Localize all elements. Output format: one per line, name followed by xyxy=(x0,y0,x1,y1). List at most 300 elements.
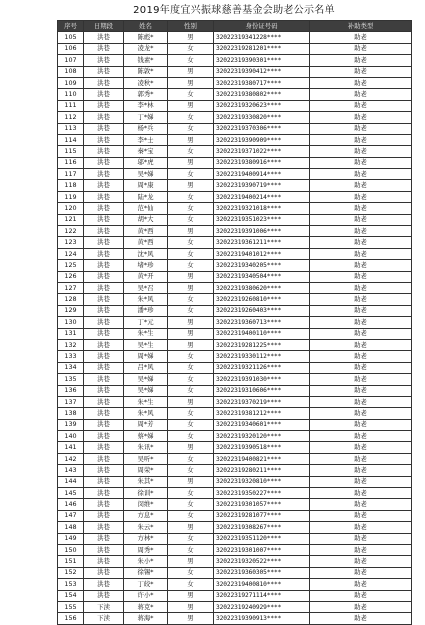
cell-area: 洪巷 xyxy=(84,556,124,567)
cell-name: 凌龙* xyxy=(124,43,168,54)
table-row xyxy=(58,476,412,487)
cell-index: 134 xyxy=(58,362,84,373)
cell-subsidy-type: 助老 xyxy=(310,317,412,328)
cell-area: 洪巷 xyxy=(84,442,124,453)
cell-subsidy-type: 助老 xyxy=(310,385,412,396)
cell-area: 洪巷 xyxy=(84,237,124,248)
cell-index: 131 xyxy=(58,328,84,339)
cell-id-number: 32022319371022**** xyxy=(214,146,310,157)
cell-gender: 女 xyxy=(168,146,214,157)
cell-name: 朱*风 xyxy=(124,294,168,305)
cell-id-number: 32022319390301**** xyxy=(214,55,310,66)
table-row xyxy=(58,123,412,134)
cell-subsidy-type: 助老 xyxy=(310,146,412,157)
cell-name: 钱素* xyxy=(124,55,168,66)
cell-name: 范*仙 xyxy=(124,203,168,214)
cell-id-number: 32022319360713**** xyxy=(214,317,310,328)
cell-index: 130 xyxy=(58,317,84,328)
cell-area: 洪巷 xyxy=(84,488,124,499)
cell-name: 凌秋* xyxy=(124,77,168,88)
cell-name: 李*林 xyxy=(124,100,168,111)
cell-area: 洪巷 xyxy=(84,590,124,601)
cell-id-number: 32022319320623**** xyxy=(214,100,310,111)
cell-gender: 女 xyxy=(168,294,214,305)
cell-area: 洪巷 xyxy=(84,191,124,202)
cell-id-number: 32022319281225**** xyxy=(214,339,310,350)
cell-id-number: 32022319400214**** xyxy=(214,191,310,202)
cell-index: 117 xyxy=(58,169,84,180)
cell-area: 洪巷 xyxy=(84,317,124,328)
table-row xyxy=(58,191,412,202)
cell-subsidy-type: 助老 xyxy=(310,328,412,339)
cell-name: 方息* xyxy=(124,510,168,521)
cell-gender: 女 xyxy=(168,408,214,419)
cell-gender: 女 xyxy=(168,237,214,248)
cell-index: 155 xyxy=(58,601,84,612)
cell-gender: 女 xyxy=(168,351,214,362)
cell-area: 洪巷 xyxy=(84,32,124,43)
table-row xyxy=(58,294,412,305)
cell-gender: 女 xyxy=(168,419,214,430)
cell-index: 123 xyxy=(58,237,84,248)
cell-gender: 女 xyxy=(168,374,214,385)
cell-id-number: 32022319401012**** xyxy=(214,248,310,259)
table-row xyxy=(58,317,412,328)
cell-id-number: 32022319391030**** xyxy=(214,374,310,385)
table-row xyxy=(58,248,412,259)
cell-gender: 女 xyxy=(168,488,214,499)
cell-name: 方林* xyxy=(124,533,168,544)
table-row xyxy=(58,465,412,476)
cell-subsidy-type: 助老 xyxy=(310,66,412,77)
column-header-subsidy-type: 补助类型 xyxy=(310,21,412,32)
cell-index: 105 xyxy=(58,32,84,43)
cell-area: 洪巷 xyxy=(84,408,124,419)
cell-index: 146 xyxy=(58,499,84,510)
table-header-row xyxy=(58,21,412,32)
cell-subsidy-type: 助老 xyxy=(310,374,412,385)
cell-name: 丁*元 xyxy=(124,317,168,328)
cell-subsidy-type: 助老 xyxy=(310,282,412,293)
cell-subsidy-type: 助老 xyxy=(310,294,412,305)
cell-subsidy-type: 助老 xyxy=(310,442,412,453)
cell-area: 洪巷 xyxy=(84,339,124,350)
cell-id-number: 32022319340504**** xyxy=(214,271,310,282)
cell-gender: 女 xyxy=(168,260,214,271)
cell-id-number: 32022319301057**** xyxy=(214,499,310,510)
cell-id-number: 32022319390518**** xyxy=(214,442,310,453)
cell-id-number: 32022319320810**** xyxy=(214,476,310,487)
cell-subsidy-type: 助老 xyxy=(310,522,412,533)
cell-subsidy-type: 助老 xyxy=(310,271,412,282)
cell-area: 洪巷 xyxy=(84,134,124,145)
cell-gender: 男 xyxy=(168,282,214,293)
cell-index: 127 xyxy=(58,282,84,293)
cell-subsidy-type: 助老 xyxy=(310,248,412,259)
cell-subsidy-type: 助老 xyxy=(310,191,412,202)
cell-area: 洪巷 xyxy=(84,396,124,407)
cell-name: 徐锡* xyxy=(124,567,168,578)
cell-subsidy-type: 助老 xyxy=(310,180,412,191)
cell-name: 蒋海* xyxy=(124,613,168,624)
cell-subsidy-type: 助老 xyxy=(310,556,412,567)
cell-index: 154 xyxy=(58,590,84,601)
cell-area: 洪巷 xyxy=(84,282,124,293)
cell-index: 126 xyxy=(58,271,84,282)
table-row xyxy=(58,89,412,100)
cell-index: 124 xyxy=(58,248,84,259)
cell-subsidy-type: 助老 xyxy=(310,134,412,145)
cell-id-number: 32022319390913**** xyxy=(214,613,310,624)
cell-subsidy-type: 助老 xyxy=(310,567,412,578)
cell-subsidy-type: 助老 xyxy=(310,590,412,601)
cell-index: 118 xyxy=(58,180,84,191)
cell-subsidy-type: 助老 xyxy=(310,32,412,43)
cell-id-number: 32022319370219**** xyxy=(214,396,310,407)
table-body xyxy=(58,32,412,624)
cell-area: 洪巷 xyxy=(84,465,124,476)
cell-gender: 男 xyxy=(168,157,214,168)
cell-name: 黄*西 xyxy=(124,237,168,248)
table-row xyxy=(58,169,412,180)
cell-gender: 女 xyxy=(168,385,214,396)
cell-gender: 女 xyxy=(168,214,214,225)
cell-gender: 女 xyxy=(168,191,214,202)
cell-index: 137 xyxy=(58,396,84,407)
cell-area: 洪巷 xyxy=(84,100,124,111)
table-row xyxy=(58,510,412,521)
cell-index: 111 xyxy=(58,100,84,111)
cell-id-number: 32022319320120**** xyxy=(214,431,310,442)
table-row xyxy=(58,613,412,624)
cell-area: 洪巷 xyxy=(84,579,124,590)
cell-gender: 男 xyxy=(168,339,214,350)
cell-gender: 女 xyxy=(168,544,214,555)
cell-id-number: 32022319341228**** xyxy=(214,32,310,43)
cell-gender: 男 xyxy=(168,180,214,191)
cell-name: 周*娣 xyxy=(124,351,168,362)
cell-id-number: 32022319340205**** xyxy=(214,260,310,271)
cell-index: 144 xyxy=(58,476,84,487)
cell-area: 洪巷 xyxy=(84,351,124,362)
table-row xyxy=(58,396,412,407)
cell-area: 洪巷 xyxy=(84,180,124,191)
table-row xyxy=(58,271,412,282)
cell-index: 140 xyxy=(58,431,84,442)
cell-index: 135 xyxy=(58,374,84,385)
cell-gender: 女 xyxy=(168,123,214,134)
cell-gender: 女 xyxy=(168,362,214,373)
cell-index: 132 xyxy=(58,339,84,350)
cell-id-number: 32022319271114**** xyxy=(214,590,310,601)
cell-name: 沈*风 xyxy=(124,248,168,259)
cell-index: 113 xyxy=(58,123,84,134)
cell-area: 洪巷 xyxy=(84,385,124,396)
column-header-gender: 性别 xyxy=(168,21,214,32)
cell-subsidy-type: 助老 xyxy=(310,613,412,624)
table-row xyxy=(58,32,412,43)
cell-index: 153 xyxy=(58,579,84,590)
cell-name: 吴*生 xyxy=(124,339,168,350)
cell-area: 洪巷 xyxy=(84,112,124,123)
cell-area: 洪巷 xyxy=(84,146,124,157)
cell-name: 吕*风 xyxy=(124,362,168,373)
column-header-area: 日期段 xyxy=(84,21,124,32)
cell-area: 洪巷 xyxy=(84,510,124,521)
table-row xyxy=(58,567,412,578)
cell-subsidy-type: 助老 xyxy=(310,488,412,499)
table-row xyxy=(58,556,412,567)
table-row xyxy=(58,55,412,66)
table-row xyxy=(58,328,412,339)
table-row xyxy=(58,351,412,362)
cell-subsidy-type: 助老 xyxy=(310,419,412,430)
cell-subsidy-type: 助老 xyxy=(310,362,412,373)
cell-subsidy-type: 助老 xyxy=(310,100,412,111)
cell-name: 黄*西 xyxy=(124,226,168,237)
table-row xyxy=(58,66,412,77)
cell-subsidy-type: 助老 xyxy=(310,77,412,88)
table-row xyxy=(58,134,412,145)
cell-index: 133 xyxy=(58,351,84,362)
table-row xyxy=(58,419,412,430)
cell-index: 120 xyxy=(58,203,84,214)
cell-subsidy-type: 助老 xyxy=(310,339,412,350)
cell-name: 吴*娣 xyxy=(124,374,168,385)
cell-name: 许小* xyxy=(124,590,168,601)
cell-area: 洪巷 xyxy=(84,157,124,168)
cell-index: 145 xyxy=(58,488,84,499)
cell-gender: 男 xyxy=(168,476,214,487)
cell-index: 119 xyxy=(58,191,84,202)
cell-id-number: 32022319360305**** xyxy=(214,567,310,578)
cell-id-number: 32022319350227**** xyxy=(214,488,310,499)
cell-gender: 女 xyxy=(168,453,214,464)
cell-area: 洪巷 xyxy=(84,89,124,100)
cell-subsidy-type: 助老 xyxy=(310,499,412,510)
cell-gender: 男 xyxy=(168,32,214,43)
cell-id-number: 32022319330112**** xyxy=(214,351,310,362)
cell-id-number: 32022319370306**** xyxy=(214,123,310,134)
cell-area: 洪巷 xyxy=(84,271,124,282)
cell-index: 109 xyxy=(58,77,84,88)
cell-id-number: 32022319390719**** xyxy=(214,180,310,191)
cell-name: 杨*兵 xyxy=(124,123,168,134)
cell-subsidy-type: 助老 xyxy=(310,203,412,214)
cell-area: 洪巷 xyxy=(84,77,124,88)
cell-id-number: 32022319390909**** xyxy=(214,134,310,145)
cell-area: 洪巷 xyxy=(84,533,124,544)
cell-area: 下渎 xyxy=(84,613,124,624)
cell-id-number: 32022319321126**** xyxy=(214,362,310,373)
cell-subsidy-type: 助老 xyxy=(310,601,412,612)
cell-index: 115 xyxy=(58,146,84,157)
cell-name: 周秀* xyxy=(124,544,168,555)
cell-gender: 女 xyxy=(168,431,214,442)
cell-id-number: 32022319260403**** xyxy=(214,305,310,316)
cell-id-number: 32022319400110**** xyxy=(214,328,310,339)
cell-area: 洪巷 xyxy=(84,214,124,225)
cell-id-number: 32022319380916**** xyxy=(214,157,310,168)
cell-id-number: 32022319390412**** xyxy=(214,66,310,77)
cell-subsidy-type: 助老 xyxy=(310,214,412,225)
column-header-name: 姓名 xyxy=(124,21,168,32)
cell-name: 丁*娣 xyxy=(124,112,168,123)
cell-index: 121 xyxy=(58,214,84,225)
cell-index: 116 xyxy=(58,157,84,168)
cell-subsidy-type: 助老 xyxy=(310,226,412,237)
cell-name: 蒋克* xyxy=(124,601,168,612)
cell-subsidy-type: 助老 xyxy=(310,305,412,316)
cell-gender: 女 xyxy=(168,305,214,316)
cell-name: 朱*生 xyxy=(124,396,168,407)
cell-area: 洪巷 xyxy=(84,362,124,373)
cell-index: 125 xyxy=(58,260,84,271)
cell-id-number: 32022319321018**** xyxy=(214,203,310,214)
cell-subsidy-type: 助老 xyxy=(310,169,412,180)
cell-subsidy-type: 助老 xyxy=(310,579,412,590)
cell-index: 156 xyxy=(58,613,84,624)
cell-id-number: 32022319380717**** xyxy=(214,77,310,88)
table-row xyxy=(58,374,412,385)
cell-name: 郭秀* xyxy=(124,89,168,100)
table-row xyxy=(58,579,412,590)
cell-name: 陈敦* xyxy=(124,66,168,77)
cell-gender: 男 xyxy=(168,271,214,282)
cell-gender: 女 xyxy=(168,112,214,123)
cell-area: 洪巷 xyxy=(84,453,124,464)
cell-subsidy-type: 助老 xyxy=(310,89,412,100)
cell-index: 112 xyxy=(58,112,84,123)
cell-id-number: 32022319400810**** xyxy=(214,579,310,590)
cell-name: 朱*生 xyxy=(124,328,168,339)
table-row xyxy=(58,77,412,88)
cell-name: 朱讯* xyxy=(124,442,168,453)
cell-area: 洪巷 xyxy=(84,419,124,430)
table-row xyxy=(58,282,412,293)
cell-subsidy-type: 助老 xyxy=(310,351,412,362)
table-row xyxy=(58,488,412,499)
cell-area: 洪巷 xyxy=(84,522,124,533)
cell-name: 朱*风 xyxy=(124,408,168,419)
cell-gender: 女 xyxy=(168,55,214,66)
cell-gender: 男 xyxy=(168,134,214,145)
cell-index: 110 xyxy=(58,89,84,100)
table-row xyxy=(58,408,412,419)
cell-name: 陈彪* xyxy=(124,32,168,43)
cell-id-number: 32022319361211**** xyxy=(214,237,310,248)
cell-name: 周*康 xyxy=(124,180,168,191)
cell-id-number: 32022319260810**** xyxy=(214,294,310,305)
cell-index: 152 xyxy=(58,567,84,578)
cell-gender: 女 xyxy=(168,248,214,259)
cell-index: 148 xyxy=(58,522,84,533)
cell-area: 洪巷 xyxy=(84,431,124,442)
table-row xyxy=(58,180,412,191)
cell-gender: 男 xyxy=(168,66,214,77)
cell-subsidy-type: 助老 xyxy=(310,55,412,66)
cell-id-number: 32022319400821**** xyxy=(214,453,310,464)
table-row xyxy=(58,43,412,54)
cell-name: 朱其* xyxy=(124,476,168,487)
cell-gender: 男 xyxy=(168,522,214,533)
cell-area: 洪巷 xyxy=(84,260,124,271)
cell-id-number: 32022319381212**** xyxy=(214,408,310,419)
cell-area: 洪巷 xyxy=(84,123,124,134)
cell-name: 黄*开 xyxy=(124,271,168,282)
table-row xyxy=(58,362,412,373)
cell-name: 胡*大 xyxy=(124,214,168,225)
cell-subsidy-type: 助老 xyxy=(310,465,412,476)
cell-name: 朱小* xyxy=(124,556,168,567)
table-row xyxy=(58,260,412,271)
cell-index: 128 xyxy=(58,294,84,305)
cell-gender: 男 xyxy=(168,77,214,88)
cell-subsidy-type: 助老 xyxy=(310,396,412,407)
cell-id-number: 32022319351023**** xyxy=(214,214,310,225)
recipient-table xyxy=(57,20,412,625)
cell-index: 150 xyxy=(58,544,84,555)
cell-area: 洪巷 xyxy=(84,294,124,305)
cell-id-number: 32022319240929**** xyxy=(214,601,310,612)
cell-gender: 男 xyxy=(168,396,214,407)
table-row xyxy=(58,522,412,533)
cell-index: 106 xyxy=(58,43,84,54)
cell-gender: 男 xyxy=(168,590,214,601)
table-row xyxy=(58,601,412,612)
cell-gender: 女 xyxy=(168,465,214,476)
cell-index: 147 xyxy=(58,510,84,521)
table-row xyxy=(58,157,412,168)
table-row xyxy=(58,499,412,510)
cell-area: 洪巷 xyxy=(84,567,124,578)
cell-index: 141 xyxy=(58,442,84,453)
cell-gender: 女 xyxy=(168,567,214,578)
table-row xyxy=(58,431,412,442)
cell-name: 闵维* xyxy=(124,499,168,510)
cell-area: 洪巷 xyxy=(84,476,124,487)
cell-subsidy-type: 助老 xyxy=(310,544,412,555)
table-row xyxy=(58,237,412,248)
table-row xyxy=(58,226,412,237)
cell-area: 洪巷 xyxy=(84,55,124,66)
cell-gender: 女 xyxy=(168,169,214,180)
cell-id-number: 32022319308267**** xyxy=(214,522,310,533)
cell-gender: 男 xyxy=(168,328,214,339)
cell-name: 吴*娣 xyxy=(124,385,168,396)
cell-id-number: 32022319391006**** xyxy=(214,226,310,237)
cell-name: 邬*虎 xyxy=(124,157,168,168)
cell-index: 151 xyxy=(58,556,84,567)
cell-area: 洪巷 xyxy=(84,226,124,237)
cell-name: 李*士 xyxy=(124,134,168,145)
cell-index: 122 xyxy=(58,226,84,237)
cell-id-number: 32022319400914**** xyxy=(214,169,310,180)
cell-index: 139 xyxy=(58,419,84,430)
cell-gender: 男 xyxy=(168,100,214,111)
cell-gender: 女 xyxy=(168,533,214,544)
cell-name: 堵*珍 xyxy=(124,260,168,271)
cell-id-number: 32022319301007**** xyxy=(214,544,310,555)
column-header-index: 序号 xyxy=(58,21,84,32)
cell-gender: 男 xyxy=(168,613,214,624)
cell-gender: 男 xyxy=(168,226,214,237)
table-row xyxy=(58,100,412,111)
cell-subsidy-type: 助老 xyxy=(310,453,412,464)
cell-name: 吴听* xyxy=(124,453,168,464)
cell-area: 洪巷 xyxy=(84,499,124,510)
cell-area: 洪巷 xyxy=(84,248,124,259)
